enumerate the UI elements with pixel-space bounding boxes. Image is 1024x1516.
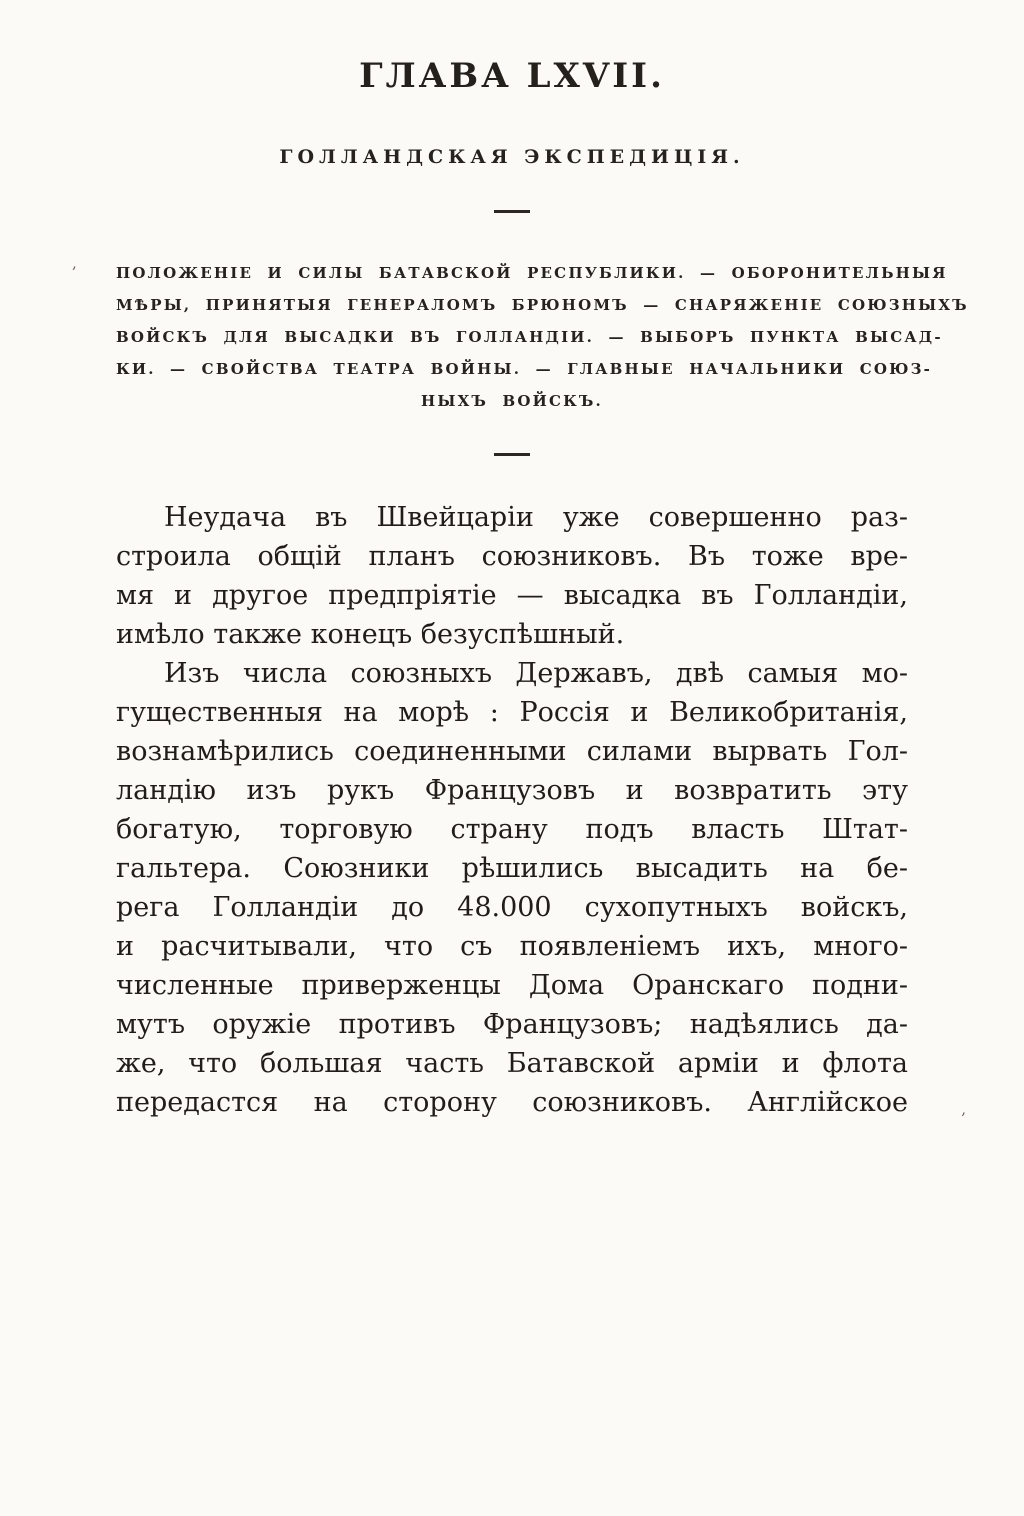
body-line: мя и другое предпріятіе — высадка въ Голландіи, [116, 580, 908, 611]
body-line: рега Голландіи до 48.000 сухопутныхъ войскъ, [116, 892, 908, 923]
summary-line: ПОЛОЖЕНІЕ И СИЛЫ БАТАВСКОЙ РЕСПУБЛИКИ. — ОБОРОНИТЕЛЬНЫЯ [116, 264, 948, 282]
body-line: и расчитывали, что съ появленіемъ ихъ, много- [116, 931, 908, 962]
body-line: Неудача въ Швейцаріи уже совершенно раз- [164, 502, 908, 533]
body-text [116, 498, 908, 1122]
body-line: богатую, торговую страну подъ власть Штат- [116, 814, 908, 845]
paragraph-2 [116, 654, 908, 1122]
summary-line: НЫХЪ ВОЙСКЪ. [421, 392, 603, 410]
summary-line: ВОЙСКЪ ДЛЯ ВЫСАДКИ ВЪ ГОЛЛАНДІИ. — ВЫБОРЪ ПУНКТА ВЫСАД- [116, 328, 943, 346]
section-divider-bottom [494, 453, 530, 456]
body-line: мутъ оружіе противъ Французовъ; надѣялись да- [116, 1009, 908, 1040]
body-line: передастся на сторону союзниковъ. Англійское [116, 1087, 908, 1118]
scan-artifact-right: , [961, 1100, 966, 1118]
body-line: имѣло также конецъ безуспѣшный. [116, 619, 625, 650]
summary-line: МѢРЫ, ПРИНЯТЫЯ ГЕНЕРАЛОМЪ БРЮНОМЪ — СНАРЯЖЕНІЕ СОЮЗНЫХЪ [116, 296, 969, 314]
body-line: гальтера. Союзники рѣшились высадить на бе- [116, 853, 908, 884]
chapter-title: ГЛАВА LXVII. [359, 56, 665, 96]
body-line: ландію изъ рукъ Французовъ и возвратить эту [116, 775, 908, 806]
scan-artifact-left: , [72, 254, 77, 272]
body-line: же, что большая часть Батавской арміи и флота [116, 1048, 908, 1079]
body-line: Изъ числа союзныхъ Державъ, двѣ самыя мо- [164, 658, 908, 689]
section-divider-top [494, 210, 530, 213]
body-line: численные приверженцы Дома Оранскаго подни- [116, 970, 908, 1001]
chapter-summary [116, 257, 969, 417]
body-line: вознамѣрились соединенными силами вырвать Гол- [116, 736, 908, 767]
page-content [116, 56, 969, 1122]
paragraph-1 [116, 498, 908, 654]
section-title: ГОЛЛАНДСКАЯ ЭКСПЕДИЦІЯ. [279, 146, 745, 168]
body-line: строила общій планъ союзниковъ. Въ тоже вре- [116, 541, 908, 572]
body-line: гущественныя на морѣ : Россія и Великобританія, [116, 697, 908, 728]
summary-line: КИ. — СВОЙСТВА ТЕАТРА ВОЙНЫ. — ГЛАВНЫЕ НАЧАЛЬНИКИ СОЮЗ- [116, 360, 933, 378]
